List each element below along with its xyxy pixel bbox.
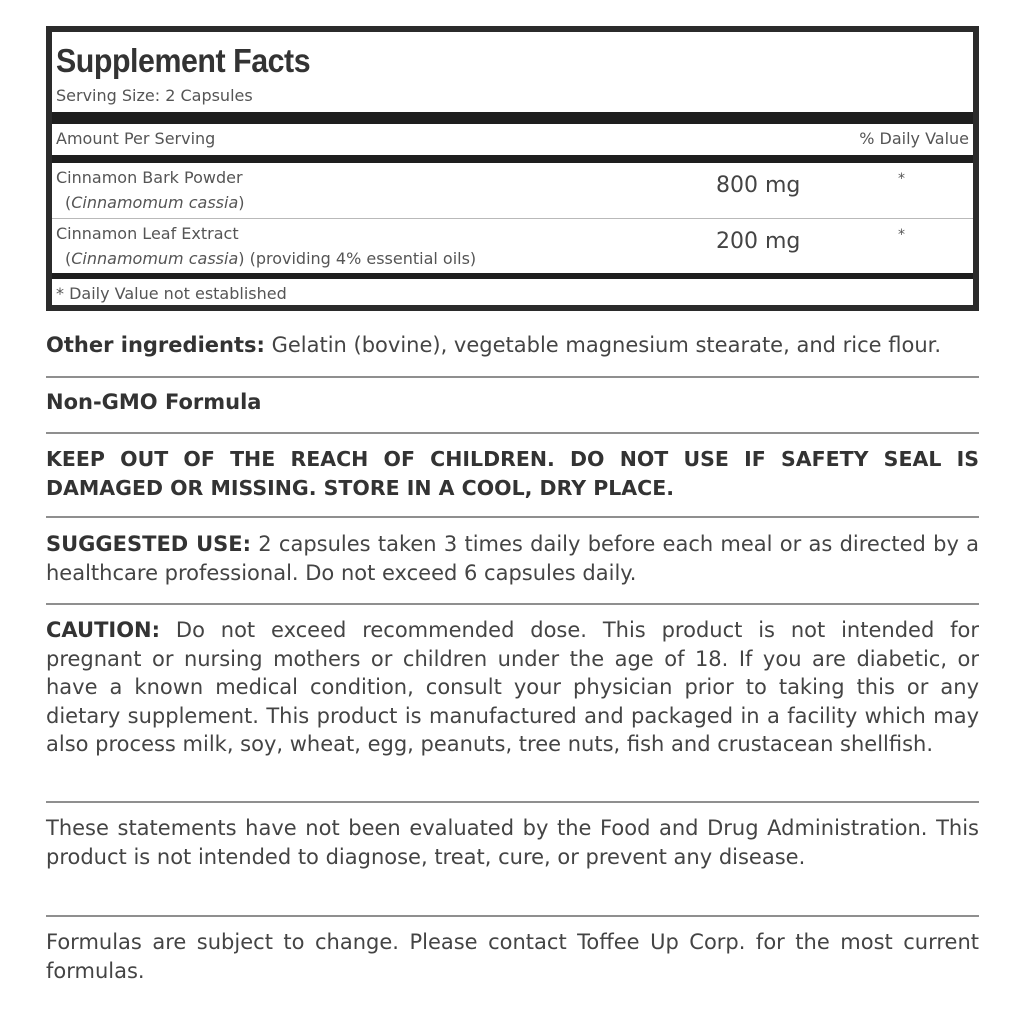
section-divider bbox=[46, 376, 979, 378]
ingredient-amount: 200 mg bbox=[716, 229, 801, 254]
supplement-facts-panel bbox=[46, 26, 979, 311]
section-divider bbox=[46, 516, 979, 518]
amount-per-serving-header: Amount Per Serving bbox=[56, 129, 216, 148]
ingredient-source: (Cinnamomum cassia) (providing 4% essential oils) bbox=[65, 249, 477, 268]
ingredient-row bbox=[52, 163, 973, 217]
safety-warning: KEEP OUT OF THE REACH OF CHILDREN. DO NOT USE IF SAFETY SEAL IS DAMAGED OR MISSING. STORE IN A COOL, DRY PLACE. bbox=[46, 447, 979, 500]
serving-size: Serving Size: 2 Capsules bbox=[56, 86, 253, 105]
daily-value-footnote: * Daily Value not established bbox=[56, 284, 287, 303]
thick-divider bbox=[52, 112, 973, 124]
suggested-use: SUGGESTED USE: 2 capsules taken 3 times daily before each meal or as directed by a healthcare professional. Do not exceed 6 capsules daily. bbox=[46, 532, 980, 585]
medium-divider bbox=[52, 155, 973, 163]
other-ingredients: Other ingredients: Gelatin (bovine), vegetable magnesium stearate, and rice flour. bbox=[46, 333, 942, 357]
ingredient-daily-value: * bbox=[898, 171, 905, 187]
ingredient-source: (Cinnamomum cassia) bbox=[65, 193, 245, 212]
non-gmo-statement: Non-GMO Formula bbox=[46, 390, 262, 414]
bottom-divider bbox=[52, 273, 973, 279]
caution-statement: CAUTION: Do not exceed recommended dose. This product is not intended for pregnant or nursing mothers or children under the age of 18. If you are diabetic, or have a known medical condition, consult your physician prior to taking this or any dietary supplement. This product is manufactured and packaged in a facility which may also process milk, soy, wheat, egg, peanuts, tree nuts, fish and crustacean shellfish. bbox=[46, 618, 979, 756]
ingredient-amount: 800 mg bbox=[716, 173, 801, 198]
section-divider bbox=[46, 801, 979, 803]
section-divider bbox=[46, 432, 979, 434]
facts-title: Supplement Facts bbox=[56, 42, 311, 79]
section-divider bbox=[46, 915, 979, 917]
ingredient-name: Cinnamon Leaf Extract bbox=[56, 224, 239, 243]
fda-disclaimer: These statements have not been evaluated by the Food and Drug Administration. This product is not intended to diagnose, treat, cure, or prevent any disease. bbox=[46, 816, 979, 869]
ingredient-row bbox=[52, 219, 973, 273]
ingredient-name: Cinnamon Bark Powder bbox=[56, 168, 243, 187]
daily-value-header: % Daily Value bbox=[859, 129, 969, 148]
section-divider bbox=[46, 603, 979, 605]
formula-note: Formulas are subject to change. Please contact Toffee Up Corp. for the most current formulas. bbox=[46, 930, 979, 983]
ingredient-daily-value: * bbox=[898, 227, 905, 243]
